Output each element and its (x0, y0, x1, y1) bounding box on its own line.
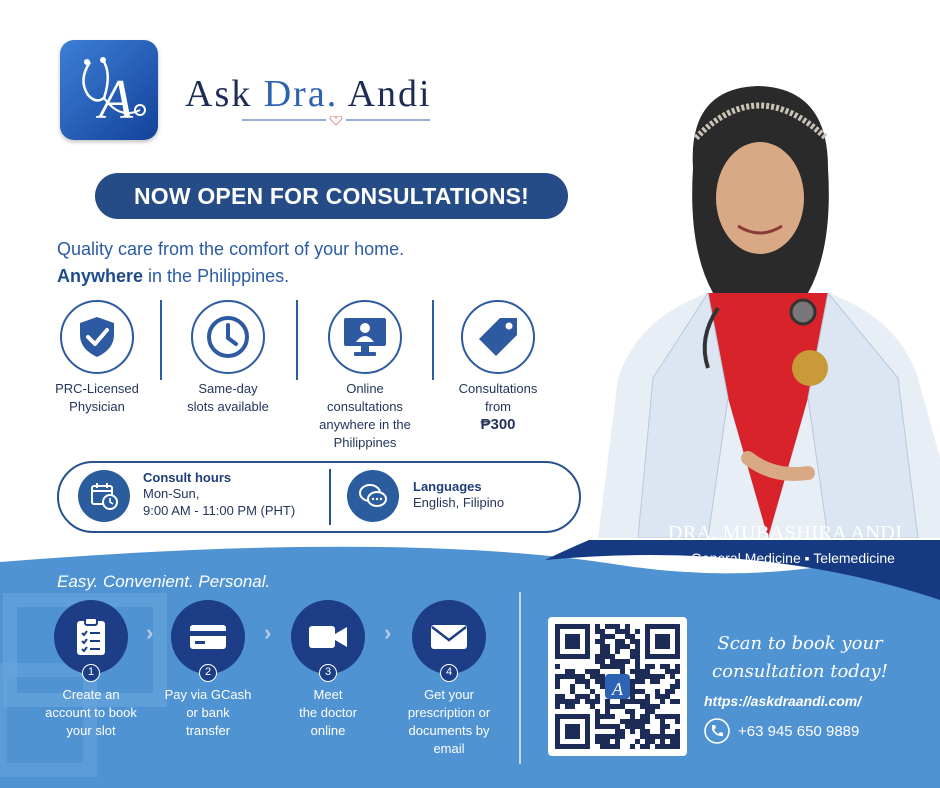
monitor-user-icon (328, 300, 402, 374)
step-text: online (310, 723, 346, 738)
heart-icon (330, 116, 342, 125)
feature-same-day (172, 300, 284, 416)
cta-text (702, 630, 898, 686)
step-text: or bank (186, 705, 230, 720)
cta-line2: consultation today! (712, 661, 888, 682)
headline-banner: NOW OPEN FOR CONSULTATIONS! (95, 173, 568, 219)
languages-value: English, Filipino (413, 495, 505, 510)
qr-code-graphic (548, 617, 687, 756)
price-tag-icon (461, 300, 535, 374)
step-text: email (433, 741, 465, 756)
website-link[interactable]: https://askdraandi.com/ (704, 693, 862, 709)
steps-title: Easy. Convenient. Personal. (57, 572, 271, 591)
feature-text: Philippines (333, 435, 397, 450)
step-text: Get your (424, 687, 474, 702)
brand-wordmark (185, 72, 432, 116)
feature-text: consultations (327, 399, 403, 414)
feature-text: slots available (187, 399, 269, 414)
feature-online (306, 300, 424, 452)
step-text: Create an (62, 687, 120, 702)
feature-licensed (42, 300, 152, 416)
feature-text: anywhere in the (319, 417, 411, 432)
clipboard-icon (54, 600, 128, 674)
chevron-right-icon: › (146, 620, 154, 645)
consult-hours-days: Mon-Sun, (143, 486, 200, 501)
feature-text: Consultations (458, 381, 538, 396)
logo-letter: A (98, 69, 134, 131)
app-logo (60, 40, 158, 140)
feature-text: Physician (69, 399, 125, 414)
doctor-portrait (598, 78, 940, 538)
qr-code[interactable] (548, 617, 687, 756)
languages (413, 479, 504, 511)
feature-text: Online (346, 381, 384, 396)
step-4 (392, 600, 506, 758)
feature-text: from (485, 399, 511, 414)
shield-check-icon (60, 300, 134, 374)
step-number: 4 (440, 664, 458, 682)
qr-logo-letter: A (612, 679, 623, 699)
tagline-line1: Quality care from the comfort of your home. (57, 239, 405, 259)
brand-andi: Andi (338, 73, 432, 115)
feature-price (444, 300, 552, 434)
phone-icon (704, 718, 730, 744)
feature-text: Same-day (198, 381, 258, 396)
step-3 (274, 600, 382, 740)
divider (160, 300, 162, 380)
consult-hours (143, 470, 295, 519)
envelope-icon (412, 600, 486, 674)
cta-line1: Scan to book your (717, 633, 883, 654)
phone-contact[interactable] (704, 718, 859, 744)
feature-text: PRC-Licensed (55, 381, 139, 396)
step-text: your slot (66, 723, 116, 738)
step-number: 2 (199, 664, 217, 682)
step-text: account to book (45, 705, 137, 720)
languages-title: Languages (413, 479, 482, 494)
brand-heart-divider (242, 116, 430, 126)
step-text: transfer (185, 723, 231, 738)
consult-hours-time: 9:00 AM - 11:00 PM (PHT) (143, 503, 296, 518)
step-1 (32, 600, 150, 740)
step-text: prescription or (407, 705, 491, 720)
step-number: 1 (82, 664, 100, 682)
tagline-anywhere: Anywhere (57, 266, 144, 286)
consult-hours-title: Consult hours (143, 470, 232, 485)
step-number: 3 (319, 664, 337, 682)
chevron-right-icon: › (264, 620, 272, 645)
step-2 (152, 600, 264, 740)
divider (519, 592, 521, 764)
video-camera-icon (291, 600, 365, 674)
chat-bubbles-icon (347, 470, 399, 522)
divider (296, 300, 298, 380)
credit-card-icon (171, 600, 245, 674)
divider (432, 300, 434, 380)
doctor-name: DRA. MUBASHIRA ANDI (668, 522, 903, 544)
tagline (57, 236, 404, 290)
divider (329, 469, 331, 525)
feature-price-value: ₱300 (480, 416, 516, 433)
chevron-right-icon: › (384, 620, 392, 645)
step-text: Meet (313, 687, 343, 702)
tagline-line2: in the Philippines. (143, 266, 290, 286)
clock-icon (191, 300, 265, 374)
step-text: Pay via GCash (164, 687, 252, 702)
step-text: documents by (408, 723, 490, 738)
step-text: the doctor (299, 705, 357, 720)
calendar-clock-icon (78, 470, 130, 522)
doctor-specialty: General Medicine ▪ Telemedicine (691, 550, 895, 566)
phone-number: +63 945 650 9889 (738, 722, 860, 740)
stethoscope-logo-icon (60, 40, 158, 140)
brand-ask: Ask (185, 73, 264, 115)
brand-dra: Dra. (263, 73, 339, 115)
